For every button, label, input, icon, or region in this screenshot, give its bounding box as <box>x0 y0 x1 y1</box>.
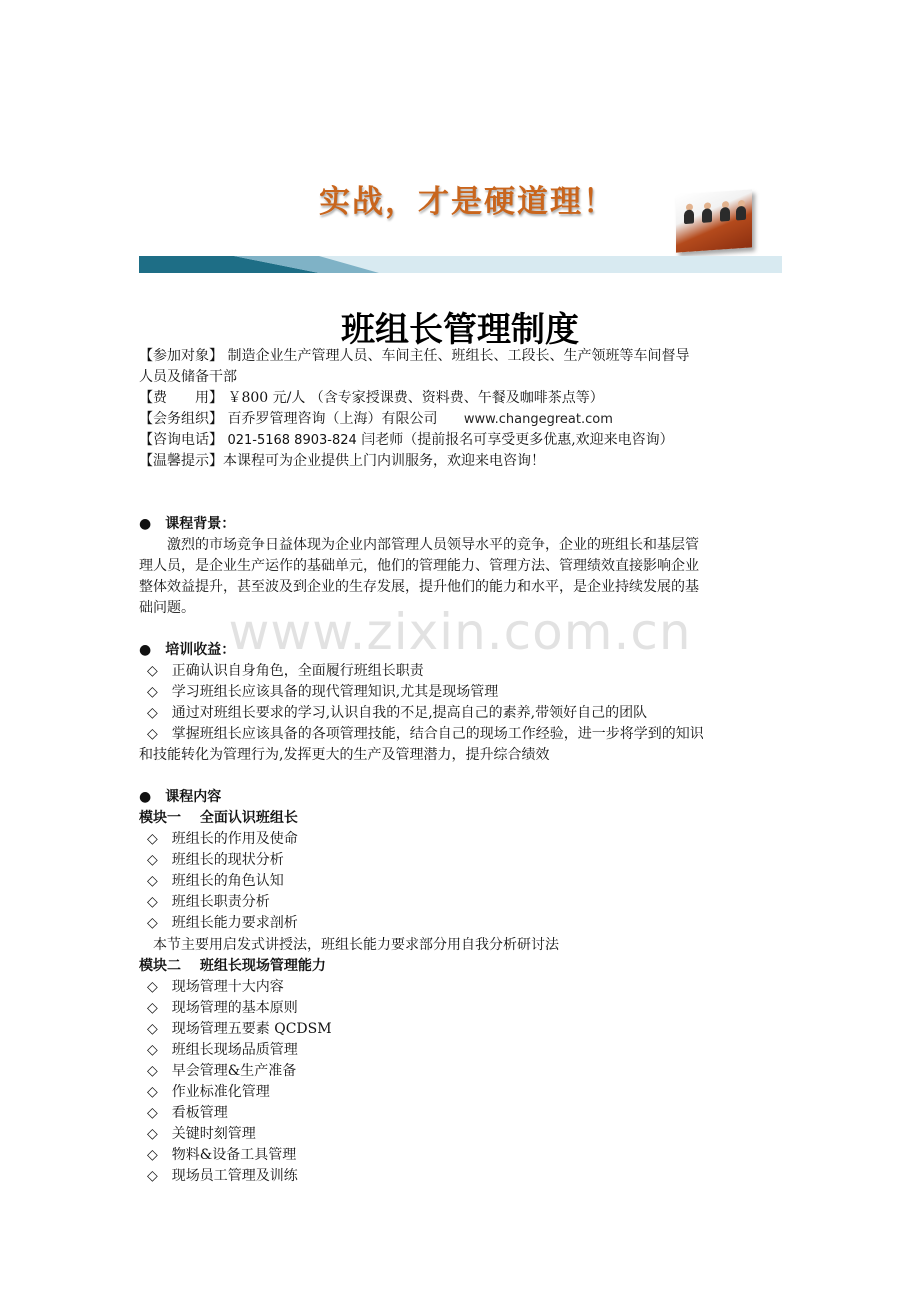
banner-slogan: 实战，才是硬道理！ <box>319 184 616 220</box>
module-2-item: ◇ 关键时刻管理 <box>147 1126 256 1142</box>
background-line-4: 础问题。 <box>139 600 195 616</box>
audience-value: 制造企业生产管理人员、车间主任、班组长、工段长、生产领班等车间督导 <box>227 348 690 364</box>
module-1-item: ◇ 班组长职责分析 <box>147 894 270 910</box>
org-value: 百乔罗管理咨询（上海）有限公司 <box>227 411 438 427</box>
meeting-photo-icon <box>676 189 752 252</box>
phone-row <box>139 430 674 451</box>
module-1-item: ◇ 班组长的作用及使命 <box>147 831 298 847</box>
benefit-item: ◇ 掌握班组长应该具备的各项管理技能，结合自己的现场工作经验，进一步将学到的知识 <box>147 726 704 742</box>
background-line-2: 理人员，是企业生产运作的基础单元，他们的管理能力、管理方法、管理绩效直接影响企业 <box>139 558 699 574</box>
benefit-item-cont: 和技能转化为管理行为,发挥更大的生产及管理潜力，提升综合绩效 <box>139 747 550 763</box>
background-heading: ● 课程背景： <box>139 516 236 532</box>
background-line-1: 激烈的市场竞争日益体现为企业内部管理人员领导水平的竞争，企业的班组长和基层管 <box>139 537 699 553</box>
module-2-item: ◇ 班组长现场品质管理 <box>147 1042 298 1058</box>
fee-row <box>139 388 604 409</box>
content-heading: ● 课程内容 <box>139 789 222 805</box>
org-url-link[interactable]: www.changegreat.com <box>463 412 613 427</box>
header-banner <box>139 170 782 273</box>
org-label: 【会务组织】 <box>139 411 223 427</box>
fee-value: ￥800 元/人 （含专家授课费、资料费、午餐及咖啡茶点等） <box>227 390 604 406</box>
audience-label: 【参加对象】 <box>139 348 223 364</box>
phone-note: 闫老师（提前报名可享受更多优惠,欢迎来电咨询） <box>361 432 674 448</box>
module-2-item: ◇ 物料&设备工具管理 <box>147 1147 297 1163</box>
phone-number: 021-5168 8903-824 <box>227 433 357 448</box>
module-2-item: ◇ 早会管理&生产准备 <box>147 1063 297 1079</box>
org-row <box>139 409 613 430</box>
fee-label: 【费 用】 <box>139 390 223 406</box>
watermark: www.zixin.com.cn <box>228 603 692 661</box>
module-2-item: ◇ 现场管理的基本原则 <box>147 1000 298 1016</box>
module-2-item: ◇ 现场管理五要素 QCDSM <box>147 1021 332 1037</box>
module-2-item: ◇ 看板管理 <box>147 1105 228 1121</box>
benefits-heading: ● 培训收益： <box>139 642 236 658</box>
benefit-item: ◇ 通过对班组长要求的学习,认识自我的不足,提高自己的素养,带领好自己的团队 <box>147 705 648 721</box>
benefit-item: ◇ 正确认识自身角色，全面履行班组长职责 <box>147 663 424 679</box>
audience-row <box>139 346 689 367</box>
module-2-item: ◇ 作业标准化管理 <box>147 1084 270 1100</box>
module-2-item: ◇ 现场员工管理及训练 <box>147 1168 298 1184</box>
module-1-note: 本节主要用启发式讲授法，班组长能力要求部分用自我分析研讨法 <box>139 937 559 953</box>
module-1-item: ◇ 班组长的角色认知 <box>147 873 284 889</box>
tip-value: 本课程可为企业提供上门内训服务，欢迎来电咨询！ <box>223 453 545 469</box>
page-title: 班组长管理制度 <box>341 310 579 350</box>
module-2-item: ◇ 现场管理十大内容 <box>147 979 284 995</box>
module-1-title: 模块一 全面认识班组长 <box>139 810 298 826</box>
module-1-item: ◇ 班组长的现状分析 <box>147 852 284 868</box>
tip-label: 【温馨提示】 <box>139 453 223 469</box>
background-line-3: 整体效益提升，甚至波及到企业的生存发展，提升他们的能力和水平，是企业持续发展的基 <box>139 579 699 595</box>
audience-value-cont: 人员及储备干部 <box>139 369 237 385</box>
module-1-item: ◇ 班组长能力要求剖析 <box>147 915 298 931</box>
tip-row <box>139 451 545 472</box>
benefit-item: ◇ 学习班组长应该具备的现代管理知识,尤其是现场管理 <box>147 684 499 700</box>
phone-label: 【咨询电话】 <box>139 432 223 448</box>
banner-bar <box>139 256 782 273</box>
module-2-title: 模块二 班组长现场管理能力 <box>139 958 326 974</box>
